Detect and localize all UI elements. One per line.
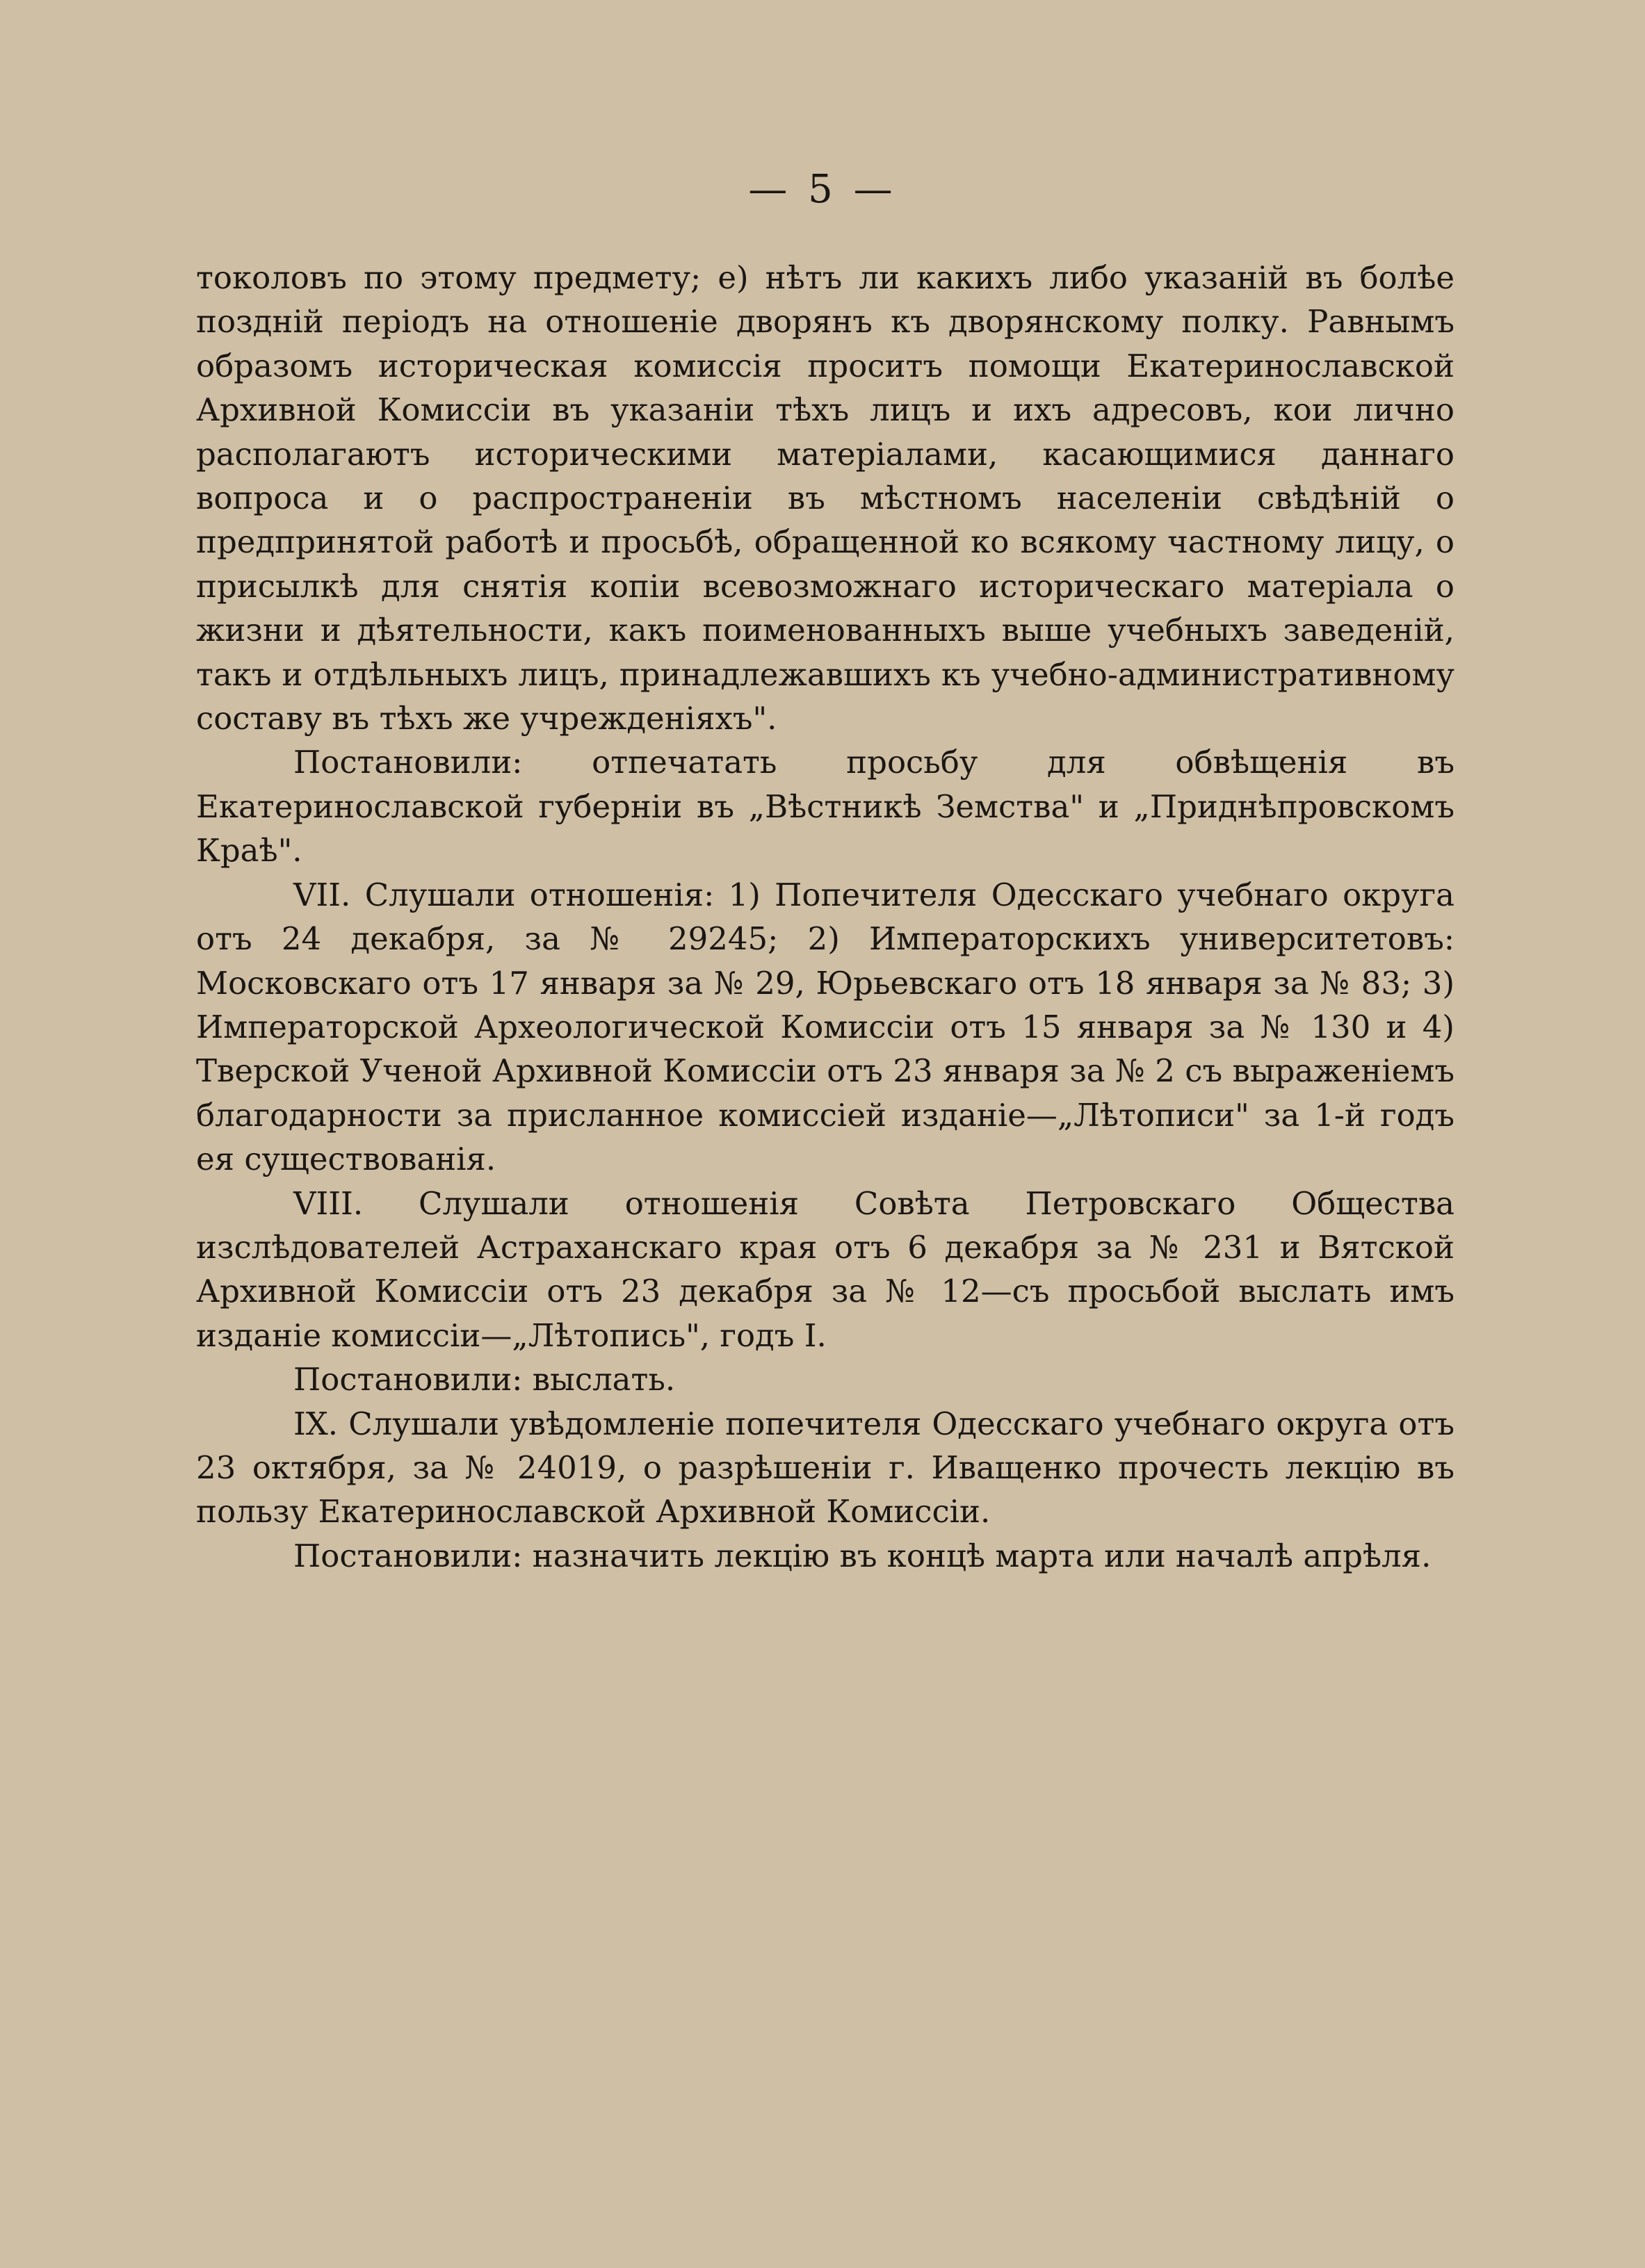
paragraph-resolution-lecture: Постановили: назначить лекцію въ концѣ марта или началѣ апрѣля.: [293, 1537, 1432, 1574]
document-body: [196, 256, 1454, 1578]
paragraph-continuation: токоловъ по этому предмету; е) нѣтъ ли какихъ либо указаній въ болѣе поздній періодъ на отношеніе дворянъ къ дворянскому полку. Равнымъ образомъ историческая комиссія проситъ помощи Екатеринославской Архивной Комиссіи въ указаніи тѣхъ лицъ и ихъ адресовъ, кои лично располагаютъ историческими матеріалами, касающимися даннаго вопроса и о распространеніи въ мѣстномъ населеніи свѣдѣній о предпринятой работѣ и просьбѣ, обращенной ко всякому частному лицу, о присылкѣ для снятія копіи всевозможнаго историческаго матеріала о жизни и дѣятельности, какъ поименованныхъ выше учебныхъ заведеній, такъ и отдѣльныхъ лицъ, принадлежавшихъ къ учебно-административному составу въ тѣхъ же учрежденіяхъ".: [196, 259, 1454, 737]
page-number: — 5 —: [748, 167, 897, 212]
paragraph-item-viii: VIII. Слушали отношенія Совѣта Петровскаго Общества изслѣдователей Астраханскаго края отъ 6 декабря за № 231 и Вятской Архивной Комиссіи отъ 23 декабря за № 12—съ просьбой выслать имъ изданіе комиссіи—„Лѣтопись", годъ I.: [196, 1184, 1454, 1354]
paragraph-item-ix: IX. Слушали увѣдомленіе попечителя Одесскаго учебнаго округа отъ 23 октября, за № 24019, о разрѣшеніи г. Иващенко прочесть лекцію въ пользу Екатеринославской Архивной Комиссіи.: [196, 1405, 1454, 1531]
paragraph-resolution-publish: Постановили: отпечатать просьбу для обвѣщенія въ Екатеринославской губерніи въ „Вѣстникѣ Земства" и „Приднѣпровскомъ Краѣ".: [196, 744, 1454, 870]
paragraph-resolution-send: Постановили: выслать.: [293, 1361, 676, 1398]
paragraph-item-vii: VII. Слушали отношенія: 1) Попечителя Одесскаго учебнаго округа отъ 24 декабря, за № 29245; 2) Императорскихъ университетовъ: Московскаго отъ 17 января за № 29, Юрьевскаго отъ 18 января за № 83; 3) Императорской Археологической Комиссіи отъ 15 января за № 130 и 4) Тверской Ученой Архивной Комиссіи отъ 23 января за № 2 съ выраженіемъ благодарности за присланное комиссіей изданіе—„Лѣтописи" за 1-й годъ ея существованія.: [196, 876, 1454, 1178]
